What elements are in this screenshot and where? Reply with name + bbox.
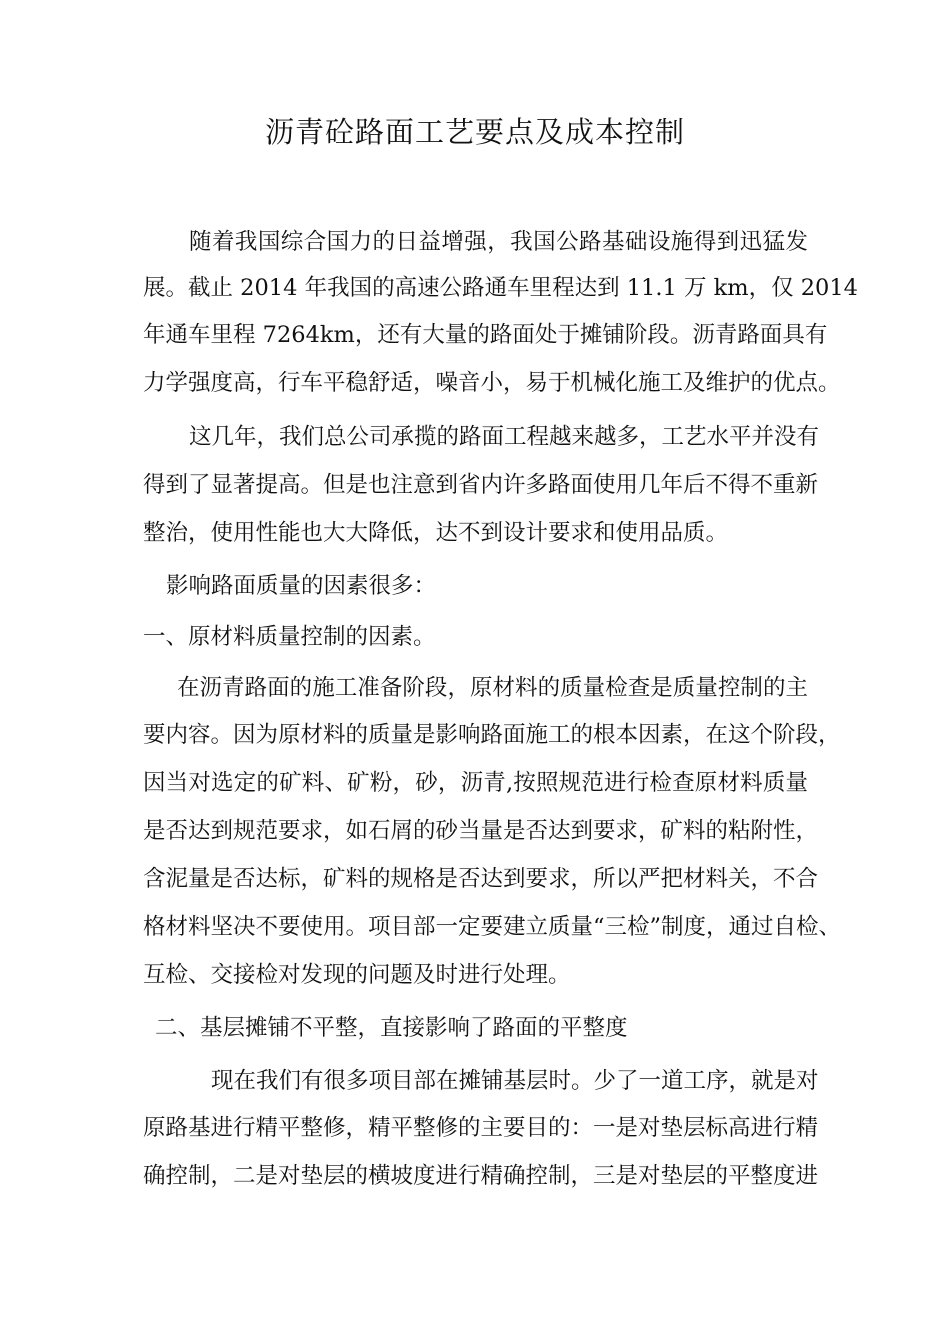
paragraph-line: 在沥青路面的施工准备阶段，原材料的质量检查是质量控制的主 (177, 675, 808, 701)
paragraph-line: 因当对选定的矿料、矿粉，砂，沥青,按照规范进行检查原材料质量 (143, 770, 808, 796)
section-heading: 一、原材料质量控制的因素。 (143, 624, 436, 650)
paragraph-line: 要内容。因为原材料的质量是影响路面施工的根本因素，在这个阶段， (143, 722, 841, 748)
paragraph-line: 得到了显著提高。但是也注意到省内许多路面使用几年后不得不重新 (143, 472, 819, 498)
paragraph-line: 随着我国综合国力的日益增强，我国公路基础设施得到迅猛发 (189, 229, 808, 255)
paragraph-line: 是否达到规范要求，如石屑的砂当量是否达到要求，矿料的粘附性， (143, 818, 819, 844)
paragraph-line: 影响路面质量的因素很多： (166, 573, 437, 599)
paragraph-line: 互检、交接检对发现的问题及时进行处理。 (143, 962, 571, 988)
paragraph-line: 格材料坚决不要使用。项目部一定要建立质量“三检”制度，通过自检、 (143, 914, 842, 940)
paragraph-line: 含泥量是否达标，矿料的规格是否达到要求，所以严把材料关，不合 (143, 866, 819, 892)
paragraph-line: 确控制，二是对垫层的横坡度进行精确控制，三是对垫层的平整度进 (143, 1163, 819, 1189)
paragraph-line: 原路基进行精平整修，精平整修的主要目的：一是对垫层标高进行精 (143, 1115, 819, 1141)
paragraph-line: 展。截止 2014 年我国的高速公路通车里程达到 11.1 万 km，仅 2014 (143, 275, 859, 301)
paragraph-line: 现在我们有很多项目部在摊铺基层时。少了一道工序，就是对 (211, 1068, 819, 1094)
section-heading: 二、基层摊铺不平整，直接影响了路面的平整度 (155, 1015, 628, 1041)
paragraph-line: 这几年，我们总公司承揽的路面工程越来越多，工艺水平并没有 (189, 424, 820, 450)
paragraph-line: 年通车里程 7264km，还有大量的路面处于摊铺阶段。沥青路面具有 (143, 322, 828, 348)
paragraph-line: 整治，使用性能也大大降低，达不到设计要求和使用品质。 (143, 520, 729, 546)
document-title: 沥青砼路面工艺要点及成本控制 (264, 115, 685, 149)
paragraph-line: 力学强度高，行车平稳舒适，噪音小，易于机械化施工及维护的优点。 (143, 370, 841, 396)
